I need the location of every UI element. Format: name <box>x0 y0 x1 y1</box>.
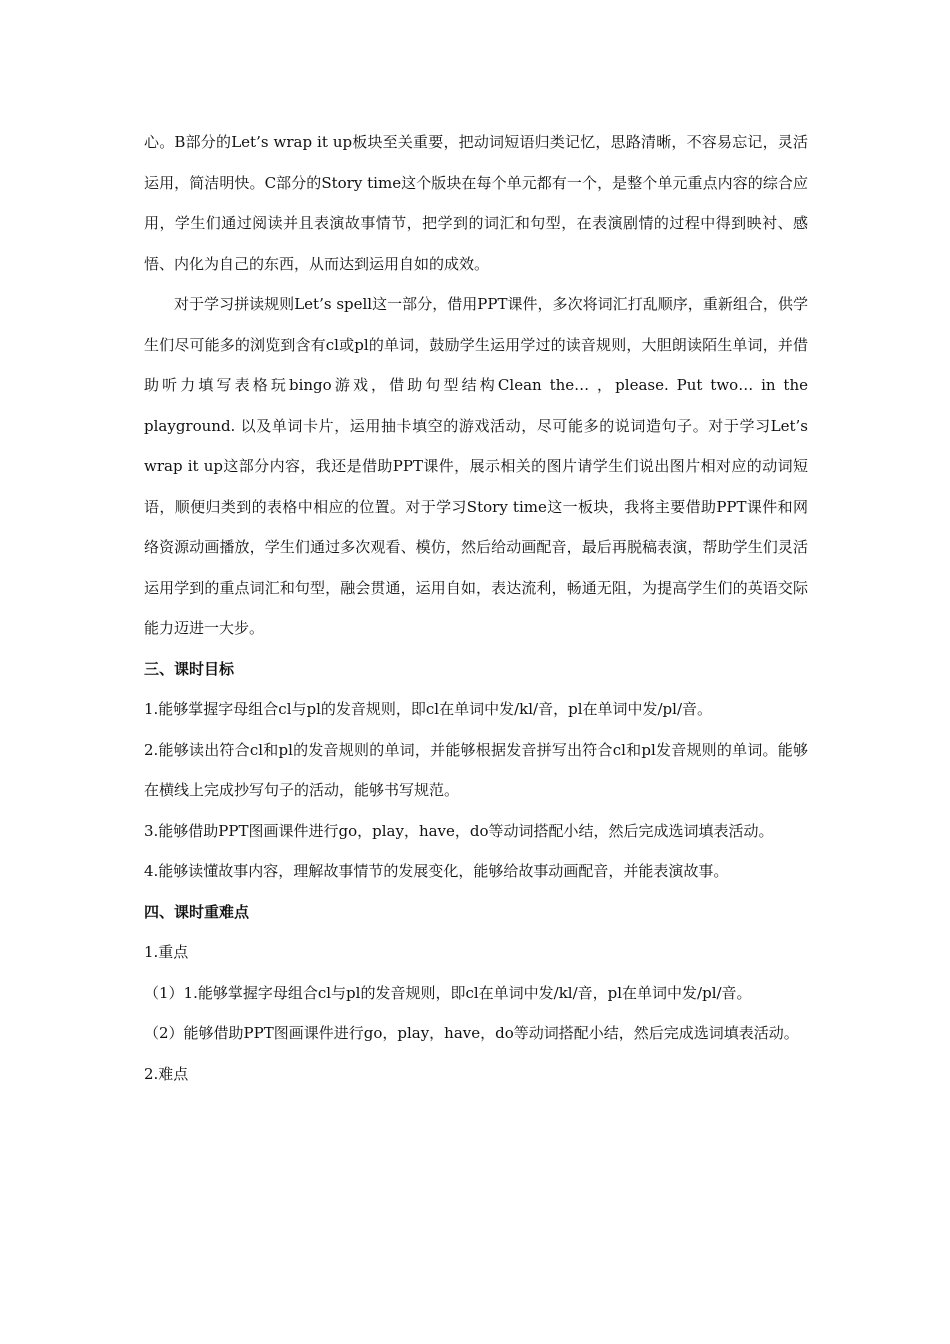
key-point-item-2: （2）能够借助PPT图画课件进行go，play，have，do等动词搭配小结，然后完成选词填表活动。 <box>144 1024 799 1042</box>
objective-item-2: 2.能够读出符合cl和pl的发音规则的单词，并能够根据发音拼写出符合cl和pl发音规则的单词。能够在横线上完成抄写句子的活动，能够书写规范。 <box>144 740 808 799</box>
document-page <box>144 122 808 1094</box>
paragraph-intro-continuation: 心。B部分的Let’s wrap it up板块至关重要，把动词短语归类记忆，思路清晰，不容易忘记，灵活运用，简洁明快。C部分的Story time这个版块在每个单元都有一个，是整个单元重点内容的综合应用，学生们通过阅读并且表演故事情节，把学到的词汇和句型，在表演剧情的过程中得到映衬、感悟、内化为自己的东西，从而达到运用自如的成效。 <box>144 133 808 273</box>
section-heading-key-difficult-points: 四、课时重难点 <box>144 902 250 921</box>
difficult-points-label: 2.难点 <box>144 1064 189 1083</box>
key-point-item-1: （1）1.能够掌握字母组合cl与pl的发音规则，即cl在单词中发/kl/音，pl在单词中发/pl/音。 <box>144 983 752 1002</box>
key-points-label: 1.重点 <box>144 943 189 961</box>
objective-item-4: 4.能够读懂故事内容，理解故事情节的发展变化，能够给故事动画配音，并能表演故事。 <box>144 862 729 880</box>
objective-item-1: 1.能够掌握字母组合cl与pl的发音规则，即cl在单词中发/kl/音，pl在单词中发/pl/音。 <box>144 700 713 718</box>
objective-item-3: 3.能够借助PPT图画课件进行go，play，have，do等动词搭配小结，然后完成选词填表活动。 <box>144 821 774 840</box>
paragraph-teaching-methods: 对于学习拼读规则Let’s spell这一部分，借用PPT课件，多次将词汇打乱顺序，重新组合，供学生们尽可能多的浏览到含有cl或pl的单词，鼓励学生运用学过的读音规则，大胆朗读陌生单词，并借助听力填写表格玩bingo游戏，借助句型结构Clean the… ，please. Put two… in the playground. 以及单词卡片，运用抽卡填空的游戏活动，尽可能多的说词造句子。对于学习Let’s wrap it up这部分内容，我还是借助PPT课件，展示相关的图片请学生们说出图片相对应的动词短语，顺便归类到的表格中相应的位置。对于学习Story time这一板块，我将主要借助PPT课件和网络资源动画播放，学生们通过多次观看、模仿，然后给动画配音，最后再脱稿表演，帮助学生们灵活运用学到的重点词汇和句型，融会贯通，运用自如，表达流利，畅通无阻，为提高学生们的英语交际能力迈进一大步。 <box>144 295 808 637</box>
section-heading-lesson-objectives: 三、课时目标 <box>144 659 235 678</box>
